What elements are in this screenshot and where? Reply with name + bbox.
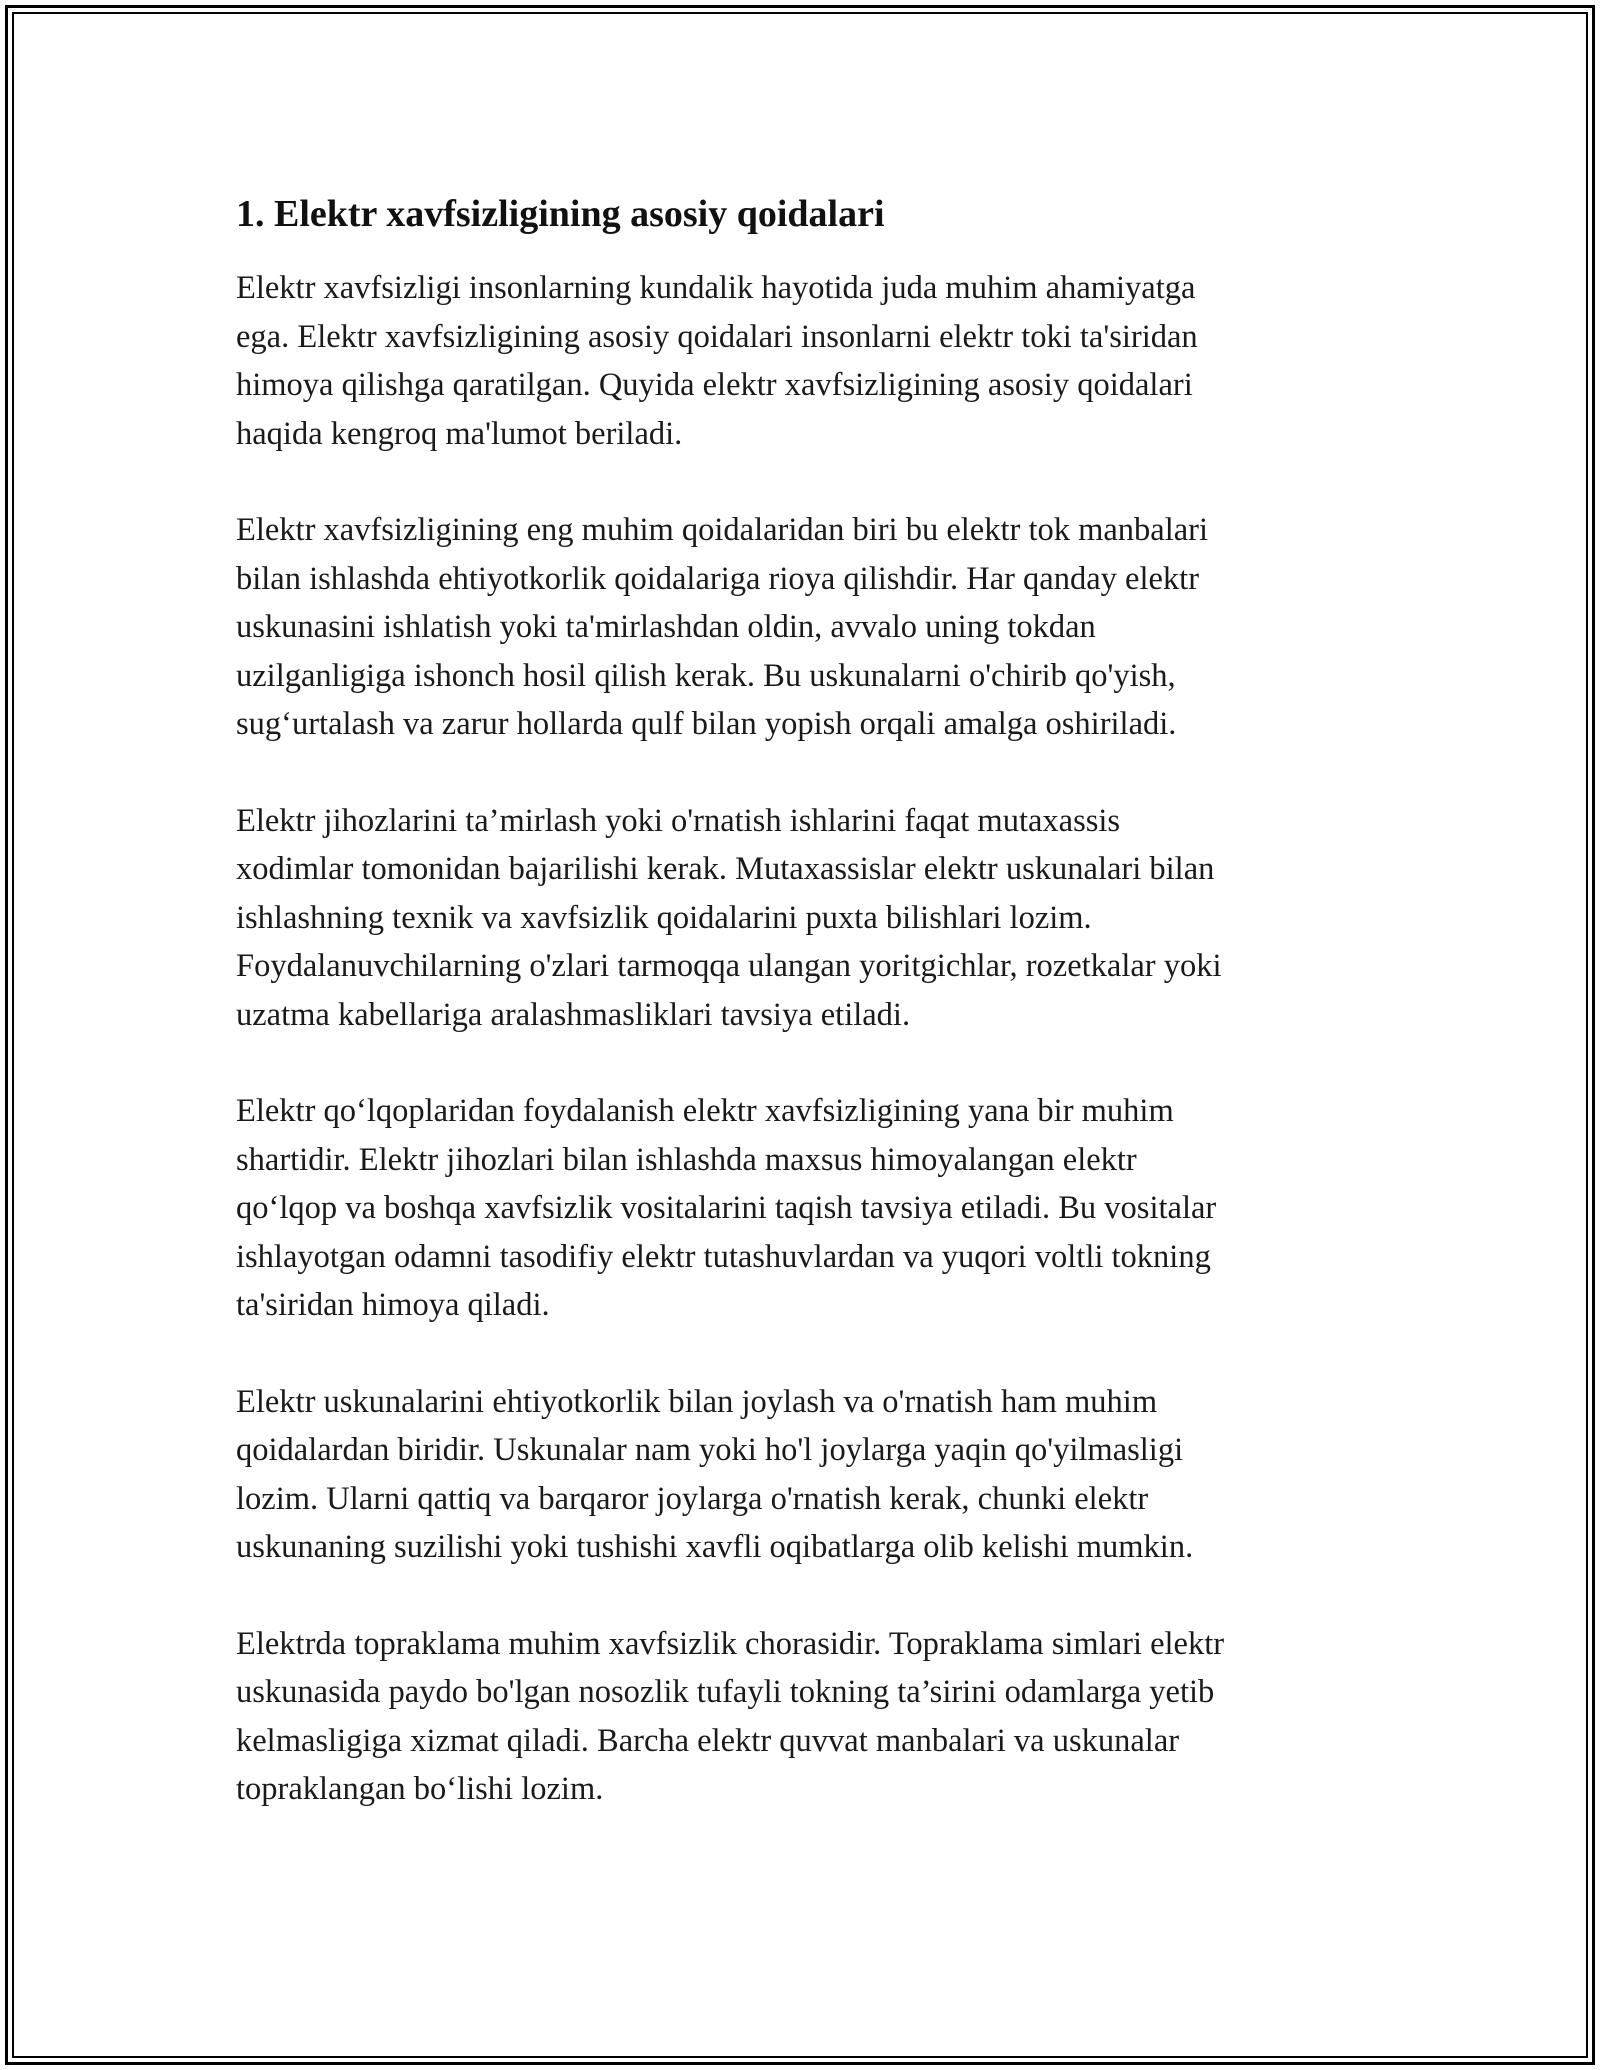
paragraph-line: uskunasini ishlatish yoki ta'mirlashdan oldin, avvalo uning tokdan bbox=[236, 609, 1096, 645]
paragraph-line: ishlayotgan odamni tasodifiy elektr tutashuvlardan va yuqori voltli tokning bbox=[236, 1238, 1211, 1275]
paragraph-line: bilan ishlashda ehtiyotkorlik qoidalariga rioya qilishdir. Har qanday elektr bbox=[236, 560, 1200, 597]
paragraph-line: kelmasligiga xizmat qiladi. Barcha elektr quvvat manbalari va uskunalar bbox=[236, 1722, 1180, 1759]
paragraph-line: shartidir. Elektr jihozlari bilan ishlashda maxsus himoyalangan elektr bbox=[236, 1141, 1137, 1178]
paragraph-line: Elektrda topraklama muhim xavfsizlik chorasidir. Topraklama simlari elektr bbox=[236, 1625, 1225, 1662]
paragraph-line: Elektr xavfsizligining eng muhim qoidalaridan biri bu elektr tok manbalari bbox=[236, 512, 1209, 548]
paragraph-line: topraklangan bo‘lishi lozim. bbox=[236, 1771, 604, 1807]
paragraph-3 bbox=[236, 797, 1366, 1040]
paragraph-line: lozim. Ularni qattiq va barqaror joylarga o'rnatish kerak, chunki elektr bbox=[236, 1480, 1149, 1517]
paragraph-line: haqida kengroq ma'lumot beriladi. bbox=[236, 415, 683, 452]
paragraph-line: uskunaning suzilishi yoki tushishi xavfli oqibatlarga olib kelishi mumkin. bbox=[236, 1529, 1194, 1565]
paragraph-4 bbox=[236, 1087, 1366, 1330]
paragraph-line: ega. Elektr xavfsizligining asosiy qoidalari insonlarni elektr toki ta'siridan bbox=[236, 318, 1198, 355]
paragraph-line: ishlashning texnik va xavfsizlik qoidalarini puxta bilishlari lozim. bbox=[236, 899, 1092, 936]
document-body bbox=[236, 188, 1366, 1862]
paragraph-line: Elektr qo‘lqoplaridan foydalanish elektr xavfsizligining yana bir muhim bbox=[236, 1093, 1174, 1129]
paragraph-line: Elektr xavfsizligi insonlarning kundalik hayotida juda muhim ahamiyatga bbox=[236, 270, 1196, 306]
paragraph-line: xodimlar tomonidan bajarilishi kerak. Mutaxassislar elektr uskunalari bilan bbox=[236, 851, 1215, 887]
paragraph-line: qo‘lqop va boshqa xavfsizlik vositalarini taqish tavsiya etiladi. Bu vositalar bbox=[236, 1190, 1217, 1226]
paragraph-line: uskunasida paydo bo'lgan nosozlik tufayli tokning ta’sirini odamlarga yetib bbox=[236, 1674, 1215, 1710]
paragraph-1 bbox=[236, 264, 1366, 458]
paragraph-line: himoya qilishga qaratilgan. Quyida elektr xavfsizligining asosiy qoidalari bbox=[236, 367, 1193, 403]
paragraph-5 bbox=[236, 1378, 1366, 1572]
paragraph-6 bbox=[236, 1620, 1366, 1814]
paragraph-line: Elektr uskunalarini ehtiyotkorlik bilan joylash va o'rnatish ham muhim bbox=[236, 1383, 1158, 1420]
paragraph-line: sug‘urtalash va zarur hollarda qulf bilan yopish orqali amalga oshiriladi. bbox=[236, 706, 1177, 742]
paragraph-2 bbox=[236, 506, 1366, 749]
paragraph-line: Elektr jihozlarini ta’mirlash yoki o'rnatish ishlarini faqat mutaxassis bbox=[236, 802, 1121, 839]
paragraph-line: qoidalardan biridir. Uskunalar nam yoki ho'l joylarga yaqin qo'yilmasligi bbox=[236, 1432, 1184, 1468]
paragraph-line: ta'siridan himoya qiladi. bbox=[236, 1287, 550, 1323]
paragraph-line: uzilganligiga ishonch hosil qilish kerak. Bu uskunalarni o'chirib qo'yish, bbox=[236, 657, 1176, 694]
paragraph-line: uzatma kabellariga aralashmasliklari tavsiya etiladi. bbox=[236, 996, 911, 1033]
paragraph-line: Foydalanuvchilarning o'zlari tarmoqqa ulangan yoritgichlar, rozetkalar yoki bbox=[236, 948, 1222, 984]
section-heading: 1. Elektr xavfsizligining asosiy qoidalari bbox=[236, 193, 885, 235]
